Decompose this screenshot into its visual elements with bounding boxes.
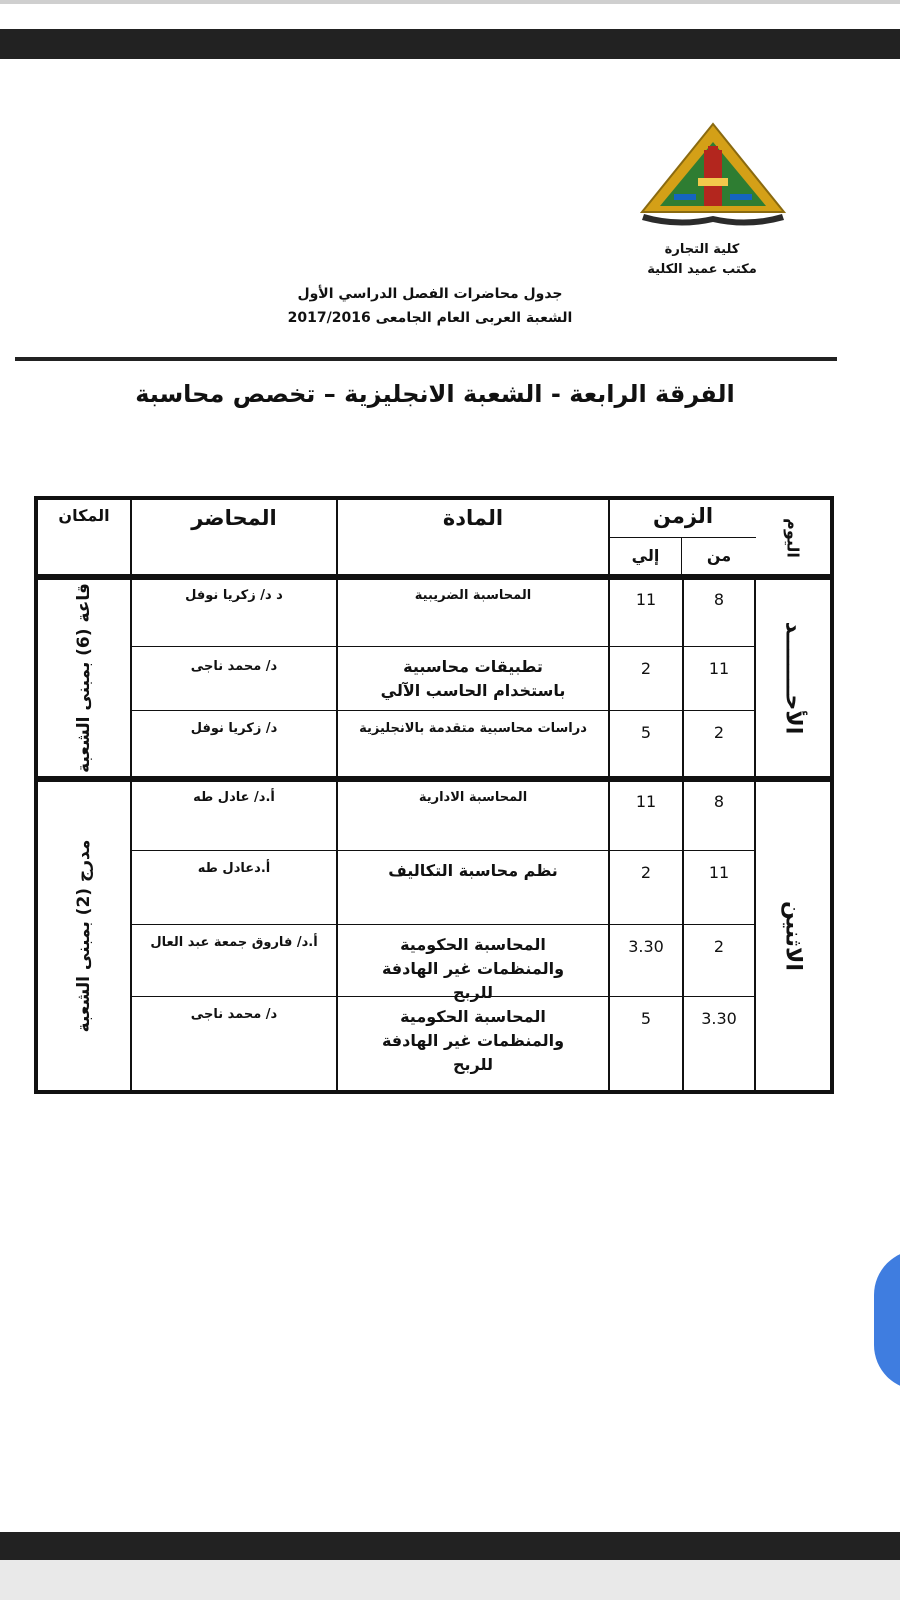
from-cell: 11 xyxy=(682,646,756,710)
subject-header: المادة xyxy=(336,500,608,576)
college-header xyxy=(640,240,764,280)
dean-office: مكتب عميد الكلية xyxy=(647,262,757,277)
subject-cell: المحاسبة الضريبية xyxy=(336,580,608,646)
subject-cell: نظم محاسبة التكاليف xyxy=(336,850,608,924)
college-name: كلية التجارة xyxy=(664,242,740,257)
bottom-area xyxy=(0,1560,900,1600)
lecturer-cell: د/ محمد ناجى xyxy=(130,646,336,710)
subject-cell: المحاسبة الحكومية والمنظمات غير الهادفة للربح xyxy=(336,996,608,1090)
subject-cell: المحاسبة الحكومية والمنظمات غير الهادفة للربح xyxy=(336,924,608,996)
from-cell: 2 xyxy=(682,924,756,996)
divider-line xyxy=(15,357,837,361)
to-cell: 2 xyxy=(608,850,682,924)
from-header: من xyxy=(682,538,756,576)
lecturer-cell: د/ زكريا نوفل xyxy=(130,710,336,776)
day-cell-monday xyxy=(756,782,830,1090)
place-cell-monday xyxy=(38,782,130,1090)
subject-cell: تطبيقات محاسبية باستخدام الحاسب الآلي xyxy=(336,646,608,710)
day-sunday: الأحــــــــد xyxy=(780,621,806,735)
schedule-table xyxy=(34,496,834,1094)
to-cell: 5 xyxy=(608,996,682,1090)
time-header-cell xyxy=(608,500,756,538)
place-monday: مدرج (2) بمبنى الشعبة xyxy=(74,839,94,1033)
day-monday: الاثنين xyxy=(780,901,806,971)
to-cell: 5 xyxy=(608,710,682,776)
day-header-cell xyxy=(756,500,830,576)
faculty-logo xyxy=(638,120,788,230)
page-title: الفرقة الرابعة - الشعبة الانجليزية – تخصص محاسبة xyxy=(135,380,735,408)
day-header: اليوم xyxy=(783,518,803,558)
place-sunday: قاعة (6) بمبنى الشعبة xyxy=(74,583,94,773)
lecturer-cell: د د/ زكريا نوفل xyxy=(130,580,336,646)
place-header: المكان xyxy=(38,500,130,576)
schedule-header xyxy=(270,282,590,330)
subject-cell: دراسات محاسبية متقدمة بالانجليزية xyxy=(336,710,608,776)
top-edge xyxy=(0,0,900,4)
schedule-title: جدول محاضرات الفصل الدراسي الأول xyxy=(297,286,563,302)
place-cell-sunday xyxy=(38,580,130,776)
lecturer-cell: د/ محمد ناجى xyxy=(130,996,336,1090)
to-cell: 11 xyxy=(608,580,682,646)
from-cell: 8 xyxy=(682,580,756,646)
from-cell: 11 xyxy=(682,850,756,924)
floating-action-button[interactable] xyxy=(874,1250,900,1390)
bottom-dark-bar xyxy=(0,1532,900,1560)
time-header: الزمن xyxy=(652,504,714,528)
lecturer-header: المحاضر xyxy=(130,500,336,576)
day-cell-sunday xyxy=(756,580,830,776)
to-cell: 2 xyxy=(608,646,682,710)
top-dark-bar xyxy=(0,29,900,59)
lecturer-cell: أ.د/ عادل طه xyxy=(130,782,336,850)
to-cell: 11 xyxy=(608,782,682,850)
division-year: الشعبة العربى العام الجامعى 2017/2016 xyxy=(287,310,573,326)
lecturer-cell: أ.دعادل طه xyxy=(130,850,336,924)
lecturer-cell: أ.د/ فاروق جمعة عبد العال xyxy=(130,924,336,996)
from-cell: 2 xyxy=(682,710,756,776)
from-cell: 3.30 xyxy=(682,996,756,1090)
from-cell: 8 xyxy=(682,782,756,850)
to-header: إلي xyxy=(608,538,682,576)
subject-cell: المحاسبة الادارية xyxy=(336,782,608,850)
to-cell: 3.30 xyxy=(608,924,682,996)
